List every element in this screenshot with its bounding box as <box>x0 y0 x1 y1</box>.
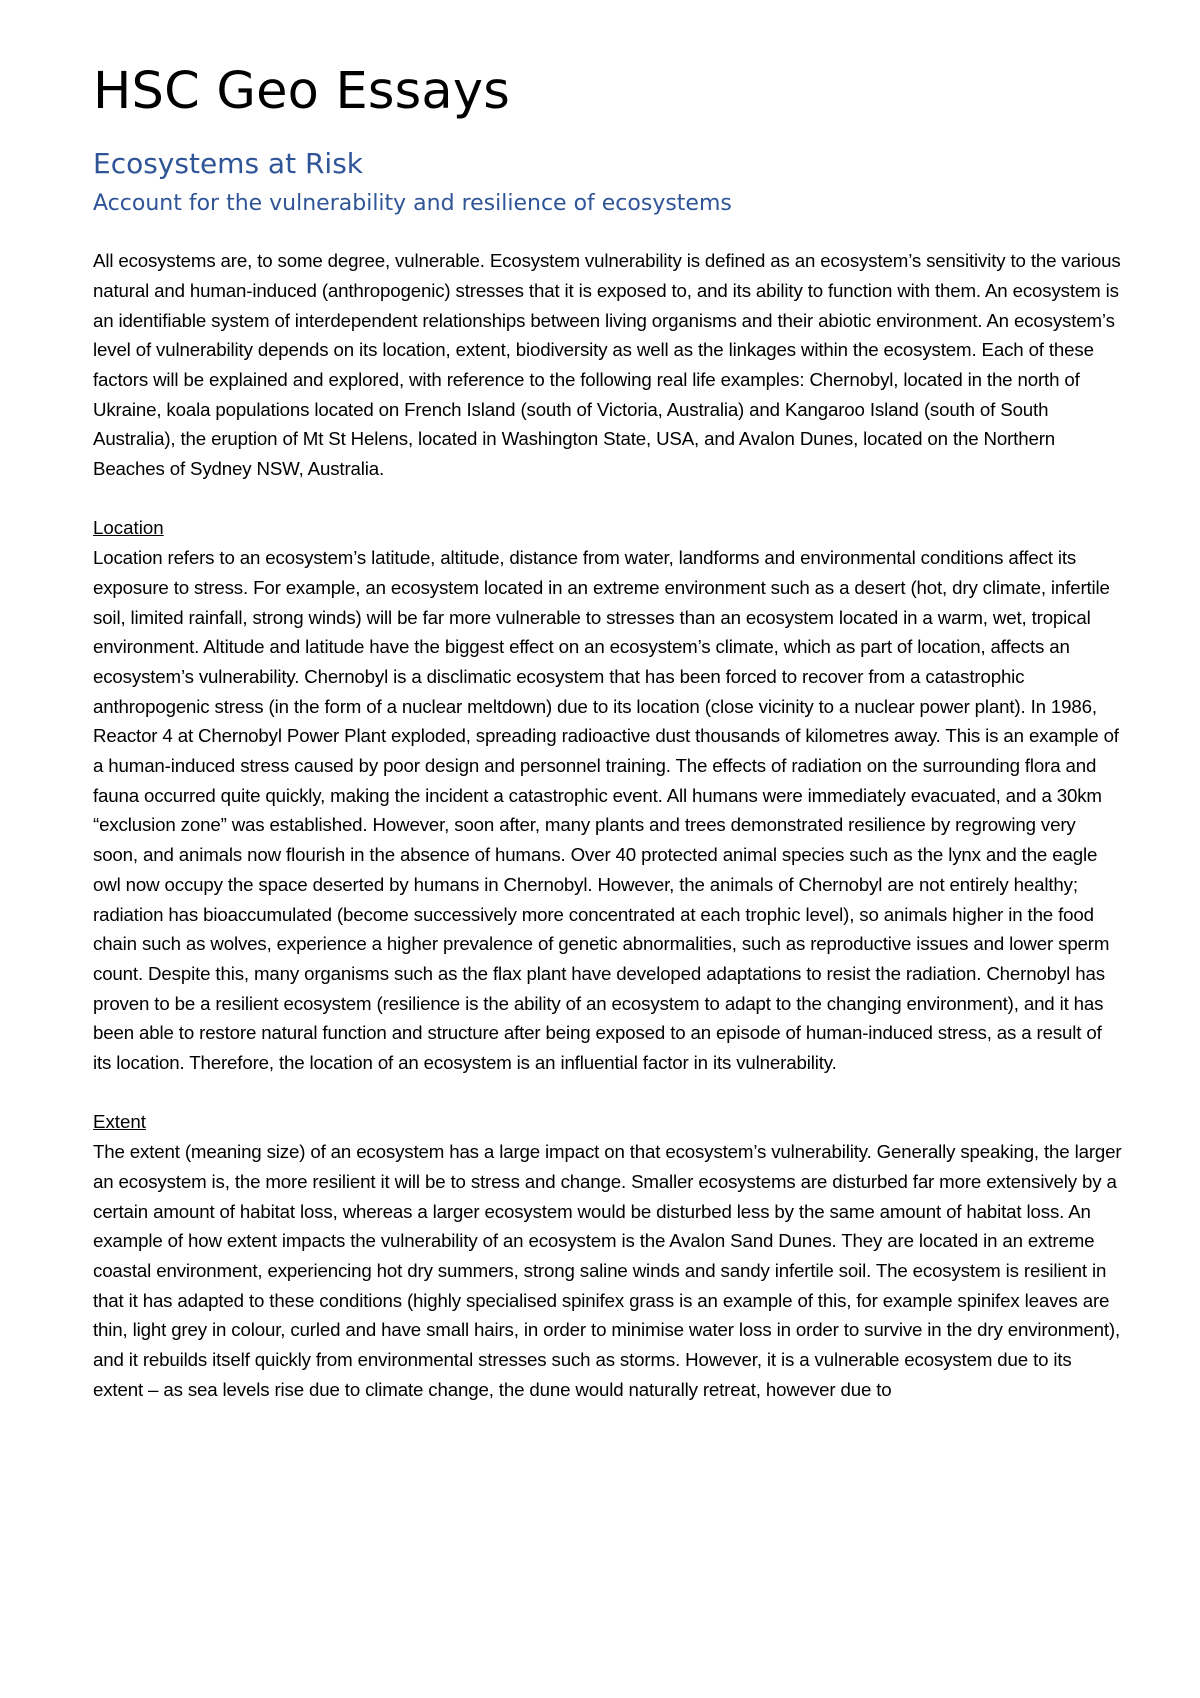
section-heading-extent: Extent <box>93 1111 146 1133</box>
document-body <box>93 62 1123 1404</box>
extent-paragraph: The extent (meaning size) of an ecosystem has a large impact on that ecosystem’s vulnerability. Generally speaking, the larger an ecosystem is, the more resilient it will be to stress and change. Smaller ecosystems are disturbed far more extensively by a certain amount of habitat loss, whereas a larger ecosystem would be disturbed less by the same amount of habitat loss. An example of how extent impacts the vulnerability of an ecosystem is the Avalon Sand Dunes. They are located in an extreme coastal environment, experiencing hot dry summers, strong saline winds and sandy infertile soil. The ecosystem is resilient in that it has adapted to these conditions (highly specialised spinifex grass is an example of this, for example spinifex leaves are thin, light grey in colour, curled and have small hairs, in order to minimise water loss in order to survive in the dry environment), and it rebuilds itself quickly from environmental stresses such as storms. However, it is a vulnerable ecosystem due to its extent – as sea levels rise due to climate change, the dune would naturally retreat, however due to <box>93 1141 1122 1400</box>
location-paragraph: Location refers to an ecosystem’s latitude, altitude, distance from water, landforms and environmental conditions affect its exposure to stress. For example, an ecosystem located in an extreme environment such as a desert (hot, dry climate, infertile soil, limited rainfall, strong winds) will be far more vulnerable to stresses than an ecosystem located in a warm, wet, tropical environment. Altitude and latitude have the biggest effect on an ecosystem’s climate, which as part of location, affects an ecosystem’s vulnerability. Chernobyl is a disclimatic ecosystem that has been forced to recover from a catastrophic anthropogenic stress (in the form of a nuclear meltdown) due to its location (close vicinity to a nuclear power plant). In 1986, Reactor 4 at Chernobyl Power Plant exploded, spreading radioactive dust thousands of kilometres away. This is an example of a human-induced stress caused by poor design and personnel training. The effects of radiation on the surrounding flora and fauna occurred quite quickly, making the incident a catastrophic event. All humans were immediately evacuated, and a 30km “exclusion zone” was established. However, soon after, many plants and trees demonstrated resilience by regrowing very soon, and animals now flourish in the absence of humans. Over 40 protected animal species such as the lynx and the eagle owl now occupy the space deserted by humans in Chernobyl. However, the animals of Chernobyl are not entirely healthy; radiation has bioaccumulated (become successively more concentrated at each trophic level), so animals higher in the food chain such as wolves, experience a higher prevalence of genetic abnormalities, such as reproductive issues and lower sperm count. Despite this, many organisms such as the flax plant have developed adaptations to resist the radiation. Chernobyl has proven to be a resilient ecosystem (resilience is the ability of an ecosystem to adapt to the changing environment), and it has been able to restore natural function and structure after being exposed to an episode of human-induced stress, as a result of its location. Therefore, the location of an ecosystem is an influential factor in its vulnerability. <box>93 547 1119 1074</box>
document-title: HSC Geo Essays <box>93 62 511 121</box>
topic-heading: Ecosystems at Risk <box>93 147 364 180</box>
question-heading: Account for the vulnerability and resilience of ecosystems <box>93 190 732 216</box>
section-heading-location: Location <box>93 517 164 539</box>
intro-paragraph: All ecosystems are, to some degree, vulnerable. Ecosystem vulnerability is defined as an ecosystem’s sensitivity to the various natural and human-induced (anthropogenic) stresses that it is exposed to, and its ability to function with them. An ecosystem is an identifiable system of interdependent relationships between living organisms and their abiotic environment. An ecosystem’s level of vulnerability depends on its location, extent, biodiversity as well as the linkages within the ecosystem. Each of these factors will be explained and explored, with reference to the following real life examples: Chernobyl, located in the north of Ukraine, koala populations located on French Island (south of Victoria, Australia) and Kangaroo Island (south of South Australia), the eruption of Mt St Helens, located in Washington State, USA, and Avalon Dunes, located on the Northern Beaches of Sydney NSW, Australia. <box>93 250 1121 480</box>
